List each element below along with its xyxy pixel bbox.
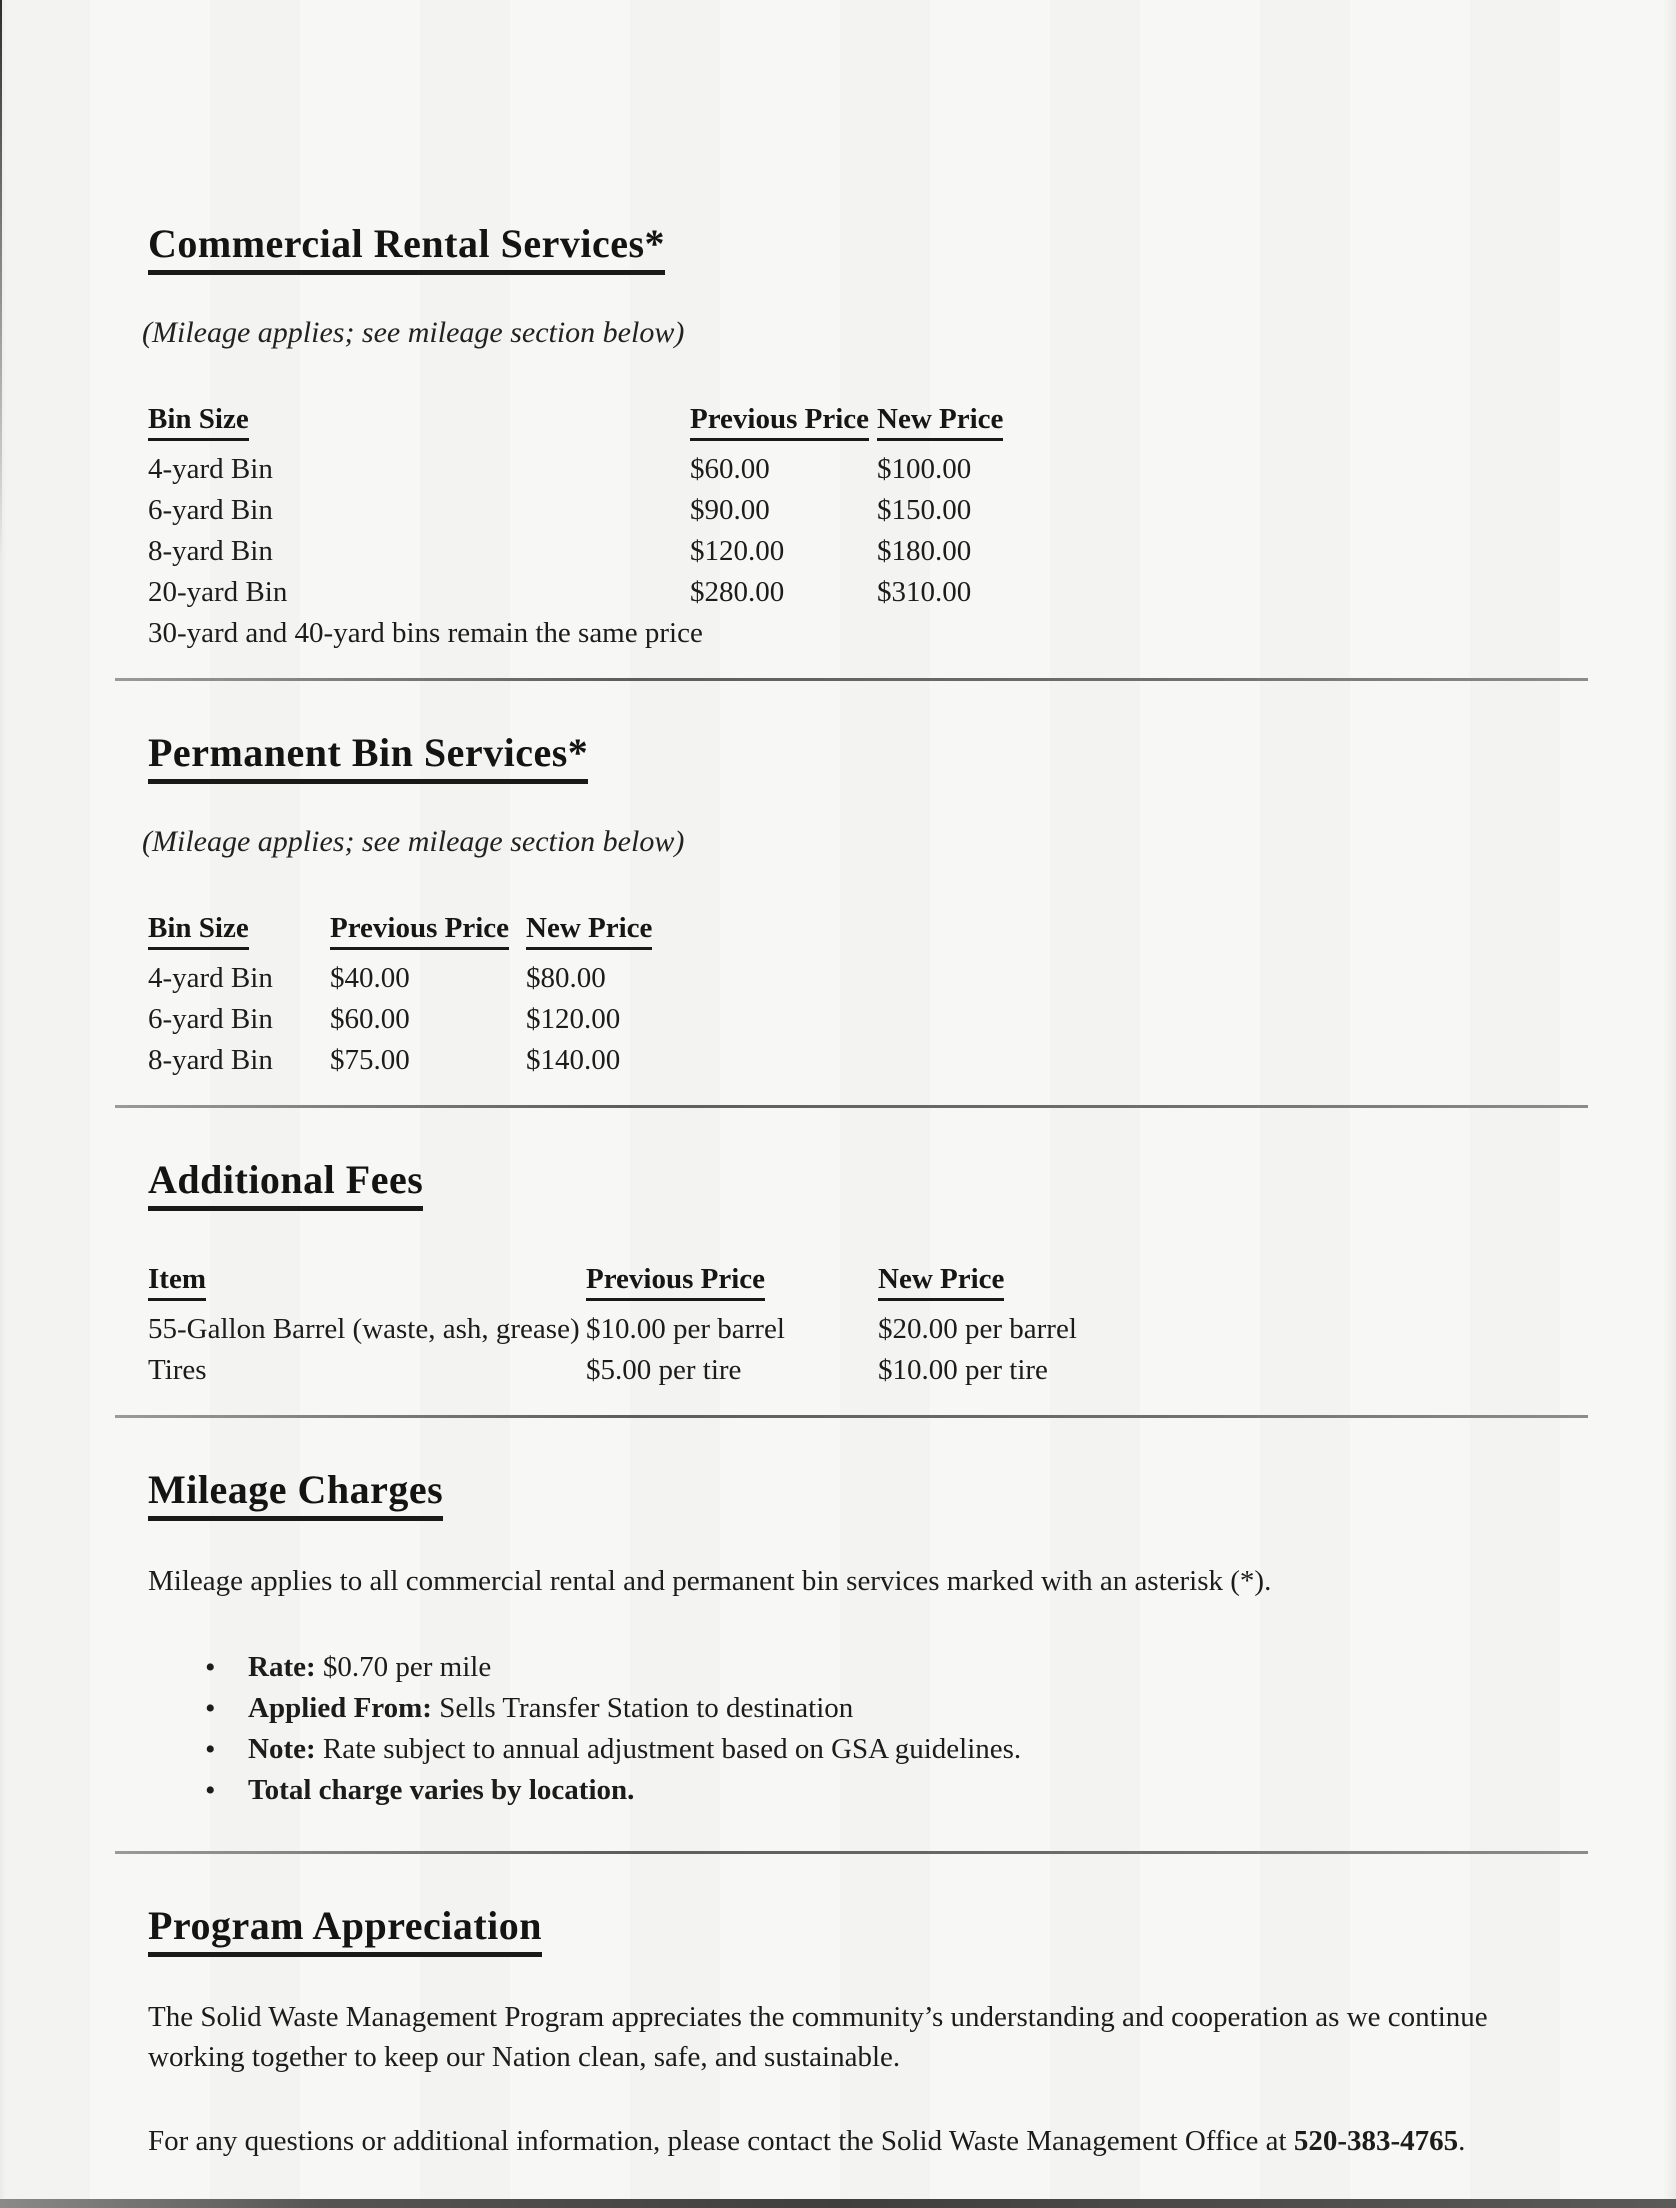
commercial-price-table [148, 403, 1588, 654]
section-divider [115, 1105, 1588, 1108]
permanent-mileage-note: (Mileage applies; see mileage section below) [142, 824, 685, 858]
table-cell-new: $150.00 [877, 494, 972, 527]
column-header-item: Item [148, 1263, 206, 1301]
table-cell-prev: $90.00 [690, 494, 770, 527]
scan-edge-artifact-left [0, 0, 2, 560]
bullet-label: Rate: [248, 1651, 316, 1684]
section-divider [115, 1851, 1588, 1854]
permanent-section-title: Permanent Bin Services* [148, 731, 588, 784]
bullet-label: Applied From: [248, 1692, 432, 1725]
table-cell-bin: 20-yard Bin [148, 576, 288, 609]
bullet-label: Note: [248, 1733, 316, 1766]
appreciation-paragraph: The Solid Waste Management Program appreciates the community’s understanding and cooperation as we continue working together to keep our Nation clean, safe, and sustainable. [148, 2001, 1488, 2074]
scan-edge-artifact-bottom [0, 2199, 1676, 2208]
table-cell-new: $10.00 per tire [878, 1354, 1048, 1387]
table-cell-bin: 4-yard Bin [148, 453, 273, 486]
contact-phone-number: 520-383-4765 [1293, 2125, 1459, 2158]
table-cell-new: $120.00 [526, 1003, 621, 1036]
bullet-label: Total charge varies by location. [248, 1774, 635, 1807]
bullet-text: $0.70 per mile [315, 1651, 492, 1684]
table-cell-bin: 6-yard Bin [148, 1003, 273, 1036]
fees-section-heading [148, 1158, 1588, 1211]
commercial-section-heading [148, 222, 1588, 275]
contact-text-period: . [1458, 2125, 1466, 2158]
table-cell-prev: $5.00 per tire [586, 1354, 742, 1387]
table-cell-item: 55-Gallon Barrel (waste, ash, grease) [148, 1313, 580, 1346]
fees-section-title: Additional Fees [148, 1158, 423, 1211]
section-divider [115, 1415, 1588, 1418]
table-cell-bin: 4-yard Bin [148, 962, 273, 995]
table-cell-new: $310.00 [877, 576, 972, 609]
bullet-text: Rate subject to annual adjustment based on GSA guidelines. [315, 1733, 1022, 1766]
fees-table [148, 1263, 1588, 1391]
column-header-new-price: New Price [877, 403, 1003, 441]
mileage-section-heading [148, 1468, 1588, 1521]
commercial-section-title: Commercial Rental Services* [148, 222, 665, 275]
bullet-text: Sells Transfer Station to destination [431, 1692, 854, 1725]
permanent-section-heading [148, 731, 1588, 784]
mileage-bullet-total-charge [148, 1770, 1588, 1811]
column-header-bin-size: Bin Size [148, 403, 249, 441]
column-header-new-price: New Price [526, 912, 652, 950]
table-cell-new: $80.00 [526, 962, 606, 995]
table-cell-prev: $120.00 [690, 535, 785, 568]
table-cell-bin: 6-yard Bin [148, 494, 273, 527]
contact-text: For any questions or additional information, please contact the Solid Waste Management Office at [148, 2125, 1294, 2158]
mileage-section-title: Mileage Charges [148, 1468, 443, 1521]
column-header-bin-size: Bin Size [148, 912, 249, 950]
section-permanent-bin [142, 730, 1588, 1081]
table-cell-prev: $40.00 [330, 962, 410, 995]
section-divider [115, 678, 1588, 681]
table-cell-prev: $60.00 [330, 1003, 410, 1036]
table-cell-prev: $280.00 [690, 576, 785, 609]
column-header-previous-price: Previous Price [330, 912, 509, 950]
mileage-bullet-note [148, 1729, 1588, 1770]
table-cell-prev: $10.00 per barrel [586, 1313, 785, 1346]
contact-paragraph [148, 2121, 1588, 2161]
table-cell-prev: $75.00 [330, 1044, 410, 1077]
appreciation-section-heading [148, 1904, 1588, 1957]
permanent-price-table [148, 912, 1588, 1081]
section-program-appreciation [148, 1904, 1588, 2161]
column-header-previous-price: Previous Price [690, 403, 869, 441]
section-additional-fees [148, 1158, 1588, 1391]
table-cell-new: $20.00 per barrel [878, 1313, 1077, 1346]
table-cell-new: $100.00 [877, 453, 972, 486]
commercial-table-footnote: 30-yard and 40-yard bins remain the same price [148, 617, 703, 650]
section-mileage-charges [148, 1468, 1588, 1811]
mileage-bullet-applied-from [148, 1688, 1588, 1729]
appreciation-section-title: Program Appreciation [148, 1904, 542, 1957]
table-cell-new: $180.00 [877, 535, 972, 568]
table-cell-bin: 8-yard Bin [148, 535, 273, 568]
table-cell-new: $140.00 [526, 1044, 621, 1077]
section-commercial-rental [142, 221, 1588, 654]
table-cell-bin: 8-yard Bin [148, 1044, 273, 1077]
mileage-bullet-rate [148, 1647, 1588, 1688]
column-header-new-price: New Price [878, 1263, 1004, 1301]
column-header-previous-price: Previous Price [586, 1263, 765, 1301]
table-cell-item: Tires [148, 1354, 207, 1387]
mileage-bullet-list [148, 1647, 1588, 1811]
mileage-intro-text: Mileage applies to all commercial rental and permanent bin services marked with an asterisk (*). [148, 1565, 1272, 1598]
table-cell-prev: $60.00 [690, 453, 770, 486]
commercial-mileage-note: (Mileage applies; see mileage section below) [142, 315, 685, 349]
